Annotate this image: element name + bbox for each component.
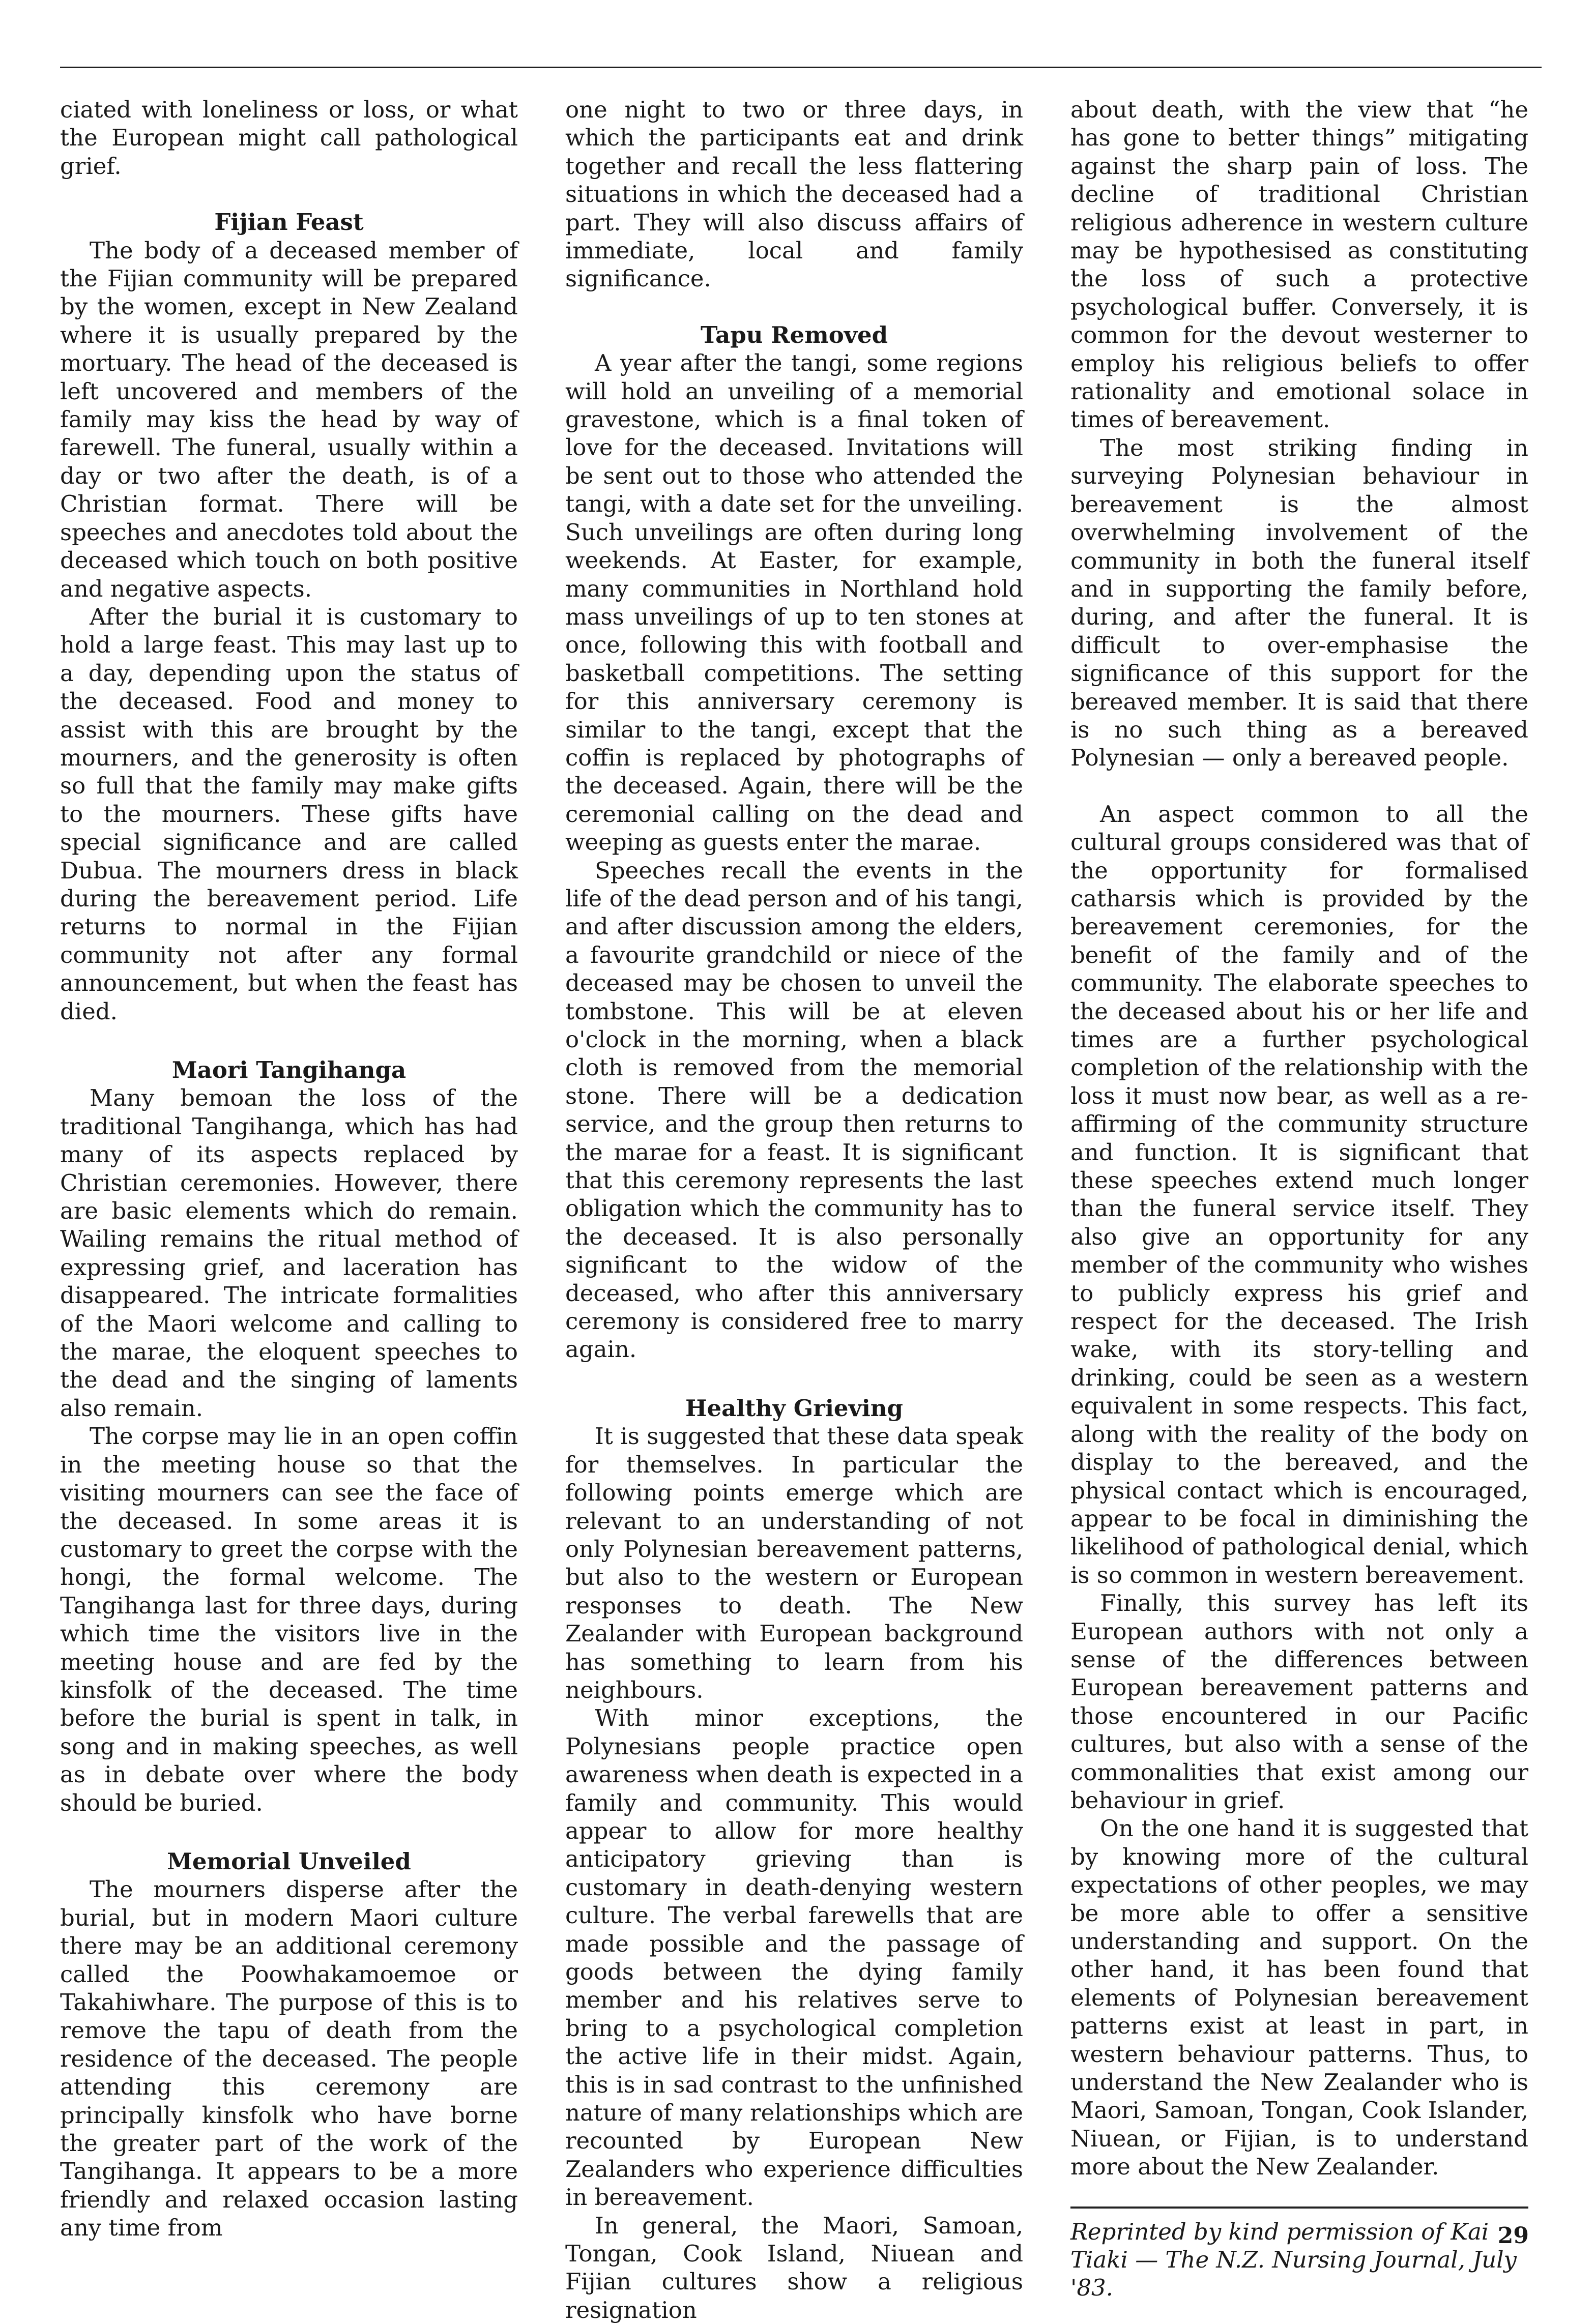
column-1 (60, 96, 518, 2242)
credit-rule (1070, 2207, 1528, 2209)
paragraph: Many bemoan the loss of the traditional Tangihanga, which has had many of its aspects replaced by Christian ceremonies. However, there are basic elements which do remain. Wailing remains the ritual method of expressing grief, and laceration has disappeared. The intricate formalities of the Maori welcome and calling to the marae, the eloquent speeches to the dead and the singing of laments also remain. (60, 1084, 518, 1422)
heading-maori-tangihanga: Maori Tangihanga (171, 1056, 407, 1083)
paragraph: The most striking finding in surveying Polynesian behaviour in bereavement is the almost overwhelming involvement of the community in both the funeral itself and in supporting the family before, during, and after the funeral. It is difficult to over-emphasise the significance of this support for the bereaved member. It is said that there is no such thing as a bereaved Polynesian — only a bereaved people. (1070, 434, 1528, 772)
paragraph: With minor exceptions, the Polynesians people practice open awareness when death is expected in a family and community. This would appear to allow for more healthy anticipatory grieving than is customary in death-denying western culture. The verbal farewells that are made possible and the passage of goods between the dying family member and his relatives serve to bring to a psychological completion the active life in their midst. Again, this is in sad contrast to the unfinished nature of many relationships which are recounted by European New Zealanders who experience difficulties in bereavement. (565, 1704, 1023, 2211)
top-rule (60, 67, 1542, 68)
paragraph: The mourners disperse after the burial, but in modern Maori culture there may be an additional ceremony called the Poowhakamoemoe or Takahiwhare. The purpose of this is to remove the tapu of death from the residence of the deceased. The people attending this ceremony are principally kinsfolk who have borne the greater part of the work of the Tangihanga. It appears to be a more friendly and relaxed occasion lasting any time from (60, 1876, 518, 2242)
paragraph: Speeches recall the events in the life of the dead person and of his tangi, and after discussion among the elders, a favourite grandchild or niece of the deceased may be chosen to unveil the tombstone. This will be at eleven o'clock in the morning, when a black cloth is removed from the memorial stone. There will be a dedication service, and the group then returns to the marae for a feast. It is significant that this ceremony represents the last obligation which the community has to the deceased. It is also personally significant to the widow of the deceased, who after this anniversary ceremony is considered free to marry again. (565, 857, 1023, 1363)
heading-healthy-grieving: Healthy Grieving (685, 1394, 903, 1422)
paragraph: On the one hand it is suggested that by knowing more of the cultural expectations of other peoples, we may be more able to offer a sensitive understanding and support. On the other hand, it has been found that elements of Polynesian bereavement patterns exist at least in part, in western behaviour patterns. Thus, to understand the New Zealander who is Maori, Samoan, Tongan, Cook Islander, Niuean, or Fijian, is to understand more about the New Zealander. (1070, 1815, 1528, 2181)
paragraph: In general, the Maori, Samoan, Tongan, Cook Island, Niuean and Fijian cultures show a religious resignation (565, 2212, 1023, 2323)
heading-tapu-removed: Tapu Removed (700, 321, 888, 348)
paragraph: Finally, this survey has left its European authors with not only a sense of the differences between European bereavement patterns and those encountered in our Pacific cultures, but also with a sense of the commonalities that exist among our behaviour in grief. (1070, 1590, 1528, 1814)
paragraph: After the burial it is customary to hold a large feast. This may last up to a day, depending upon the status of the deceased. Food and money to assist with this are brought by the mourners, and the generosity is often so full that the family may make gifts to the mourners. These gifts have special significance and are called Dubua. The mourners dress in black during the bereavement period. Life returns to normal in the Fijian community not after any formal announcement, but when the feast has died. (60, 603, 518, 1025)
paragraph: It is suggested that these data speak for themselves. In particular the following points emerge which are relevant to an understanding of not only Polynesian bereavement patterns, but also to the western or European responses to death. The New Zealander with European background has something to learn from his neighbours. (565, 1423, 1023, 1703)
reprint-credit: Reprinted by kind permission of Kai Tiaki — The N.Z. Nursing Journal, July '83. (1070, 2218, 1517, 2302)
paragraph: An aspect common to all the cultural groups considered was that of the opportunity for formalised catharsis which is provided by the bereavement ceremonies, for the benefit of the family and of the community. The elaborate speeches to the deceased about his or her life and times are a further psychological completion of the relationship with the loss it must now bear, as well as a re-affirming of the community structure and function. It is significant that these speeches extend much longer than the funeral service itself. They also give an opportunity for any member of the community who wishes to publicly express his grief and respect for the deceased. The Irish wake, with its story-telling and drinking, could be seen as a western equivalent in some respects. This fact, along with the reality of the body on display to the bereaved, and the physical contact which is encouraged, appear to be focal in diminishing the likelihood of pathological denial, which is so common in western bereavement. (1070, 800, 1528, 1588)
column-2 (565, 96, 1023, 2324)
heading-fijian-feast: Fijian Feast (214, 209, 364, 236)
paragraph: The corpse may lie in an open coffin in the meeting house so that the visiting mourners can see the face of the deceased. In some areas it is customary to greet the corpse with the hongi, the formal welcome. The Tangihanga last for three days, during which time the visitors live in the meeting house and are fed by the kinsfolk of the deceased. The time before the burial is spent in talk, in song and in making speeches, as well as in debate over where the body should be buried. (60, 1423, 518, 1816)
paragraph: The body of a deceased member of the Fijian community will be prepared by the women, except in New Zealand where it is usually prepared by the mortuary. The head of the deceased is left uncovered and members of the family may kiss the head by way of farewell. The funeral, usually within a day or two after the death, is of a Christian format. There will be speeches and anecdotes told about the deceased which touch on both positive and negative aspects. (60, 237, 518, 602)
paragraph-continued: ciated with loneliness or loss, or what the European might call pathological grief. (60, 96, 518, 180)
paragraph: A year after the tangi, some regions will hold an unveiling of a memorial gravestone, which is a final token of love for the deceased. Invitations will be sent out to those who attended the tangi, with a date set for the unveiling. Such unveilings are often during long weekends. At Easter, for example, many communities in Northland hold mass unveilings of up to ten stones at once, following this with football and basketball competitions. The setting for this anniversary ceremony is similar to the tangi, except that the coffin is replaced by photographs of the deceased. Again, there will be the ceremonial calling on the dead and weeping as guests enter the marae. (565, 349, 1023, 856)
column-3 (1070, 96, 1528, 2302)
paragraph-continued: one night to two or three days, in which the participants eat and drink together and recall the less flattering situations in which the deceased had a part. They will also discuss affairs of immediate, local and family significance. (565, 96, 1023, 292)
heading-memorial-unveiled: Memorial Unveiled (167, 1847, 411, 1875)
page-number: 29 (1497, 2223, 1529, 2249)
paragraph-continued: about death, with the view that “he has gone to better things” mitigating against the sharp pain of loss. The decline of traditional Christian religious adherence in western culture may be hypothesised as constituting the loss of such a protective psychological buffer. Conversely, it is common for the devout westerner to employ his religious beliefs to offer rationality and emotional solace in times of bereavement. (1070, 96, 1528, 433)
